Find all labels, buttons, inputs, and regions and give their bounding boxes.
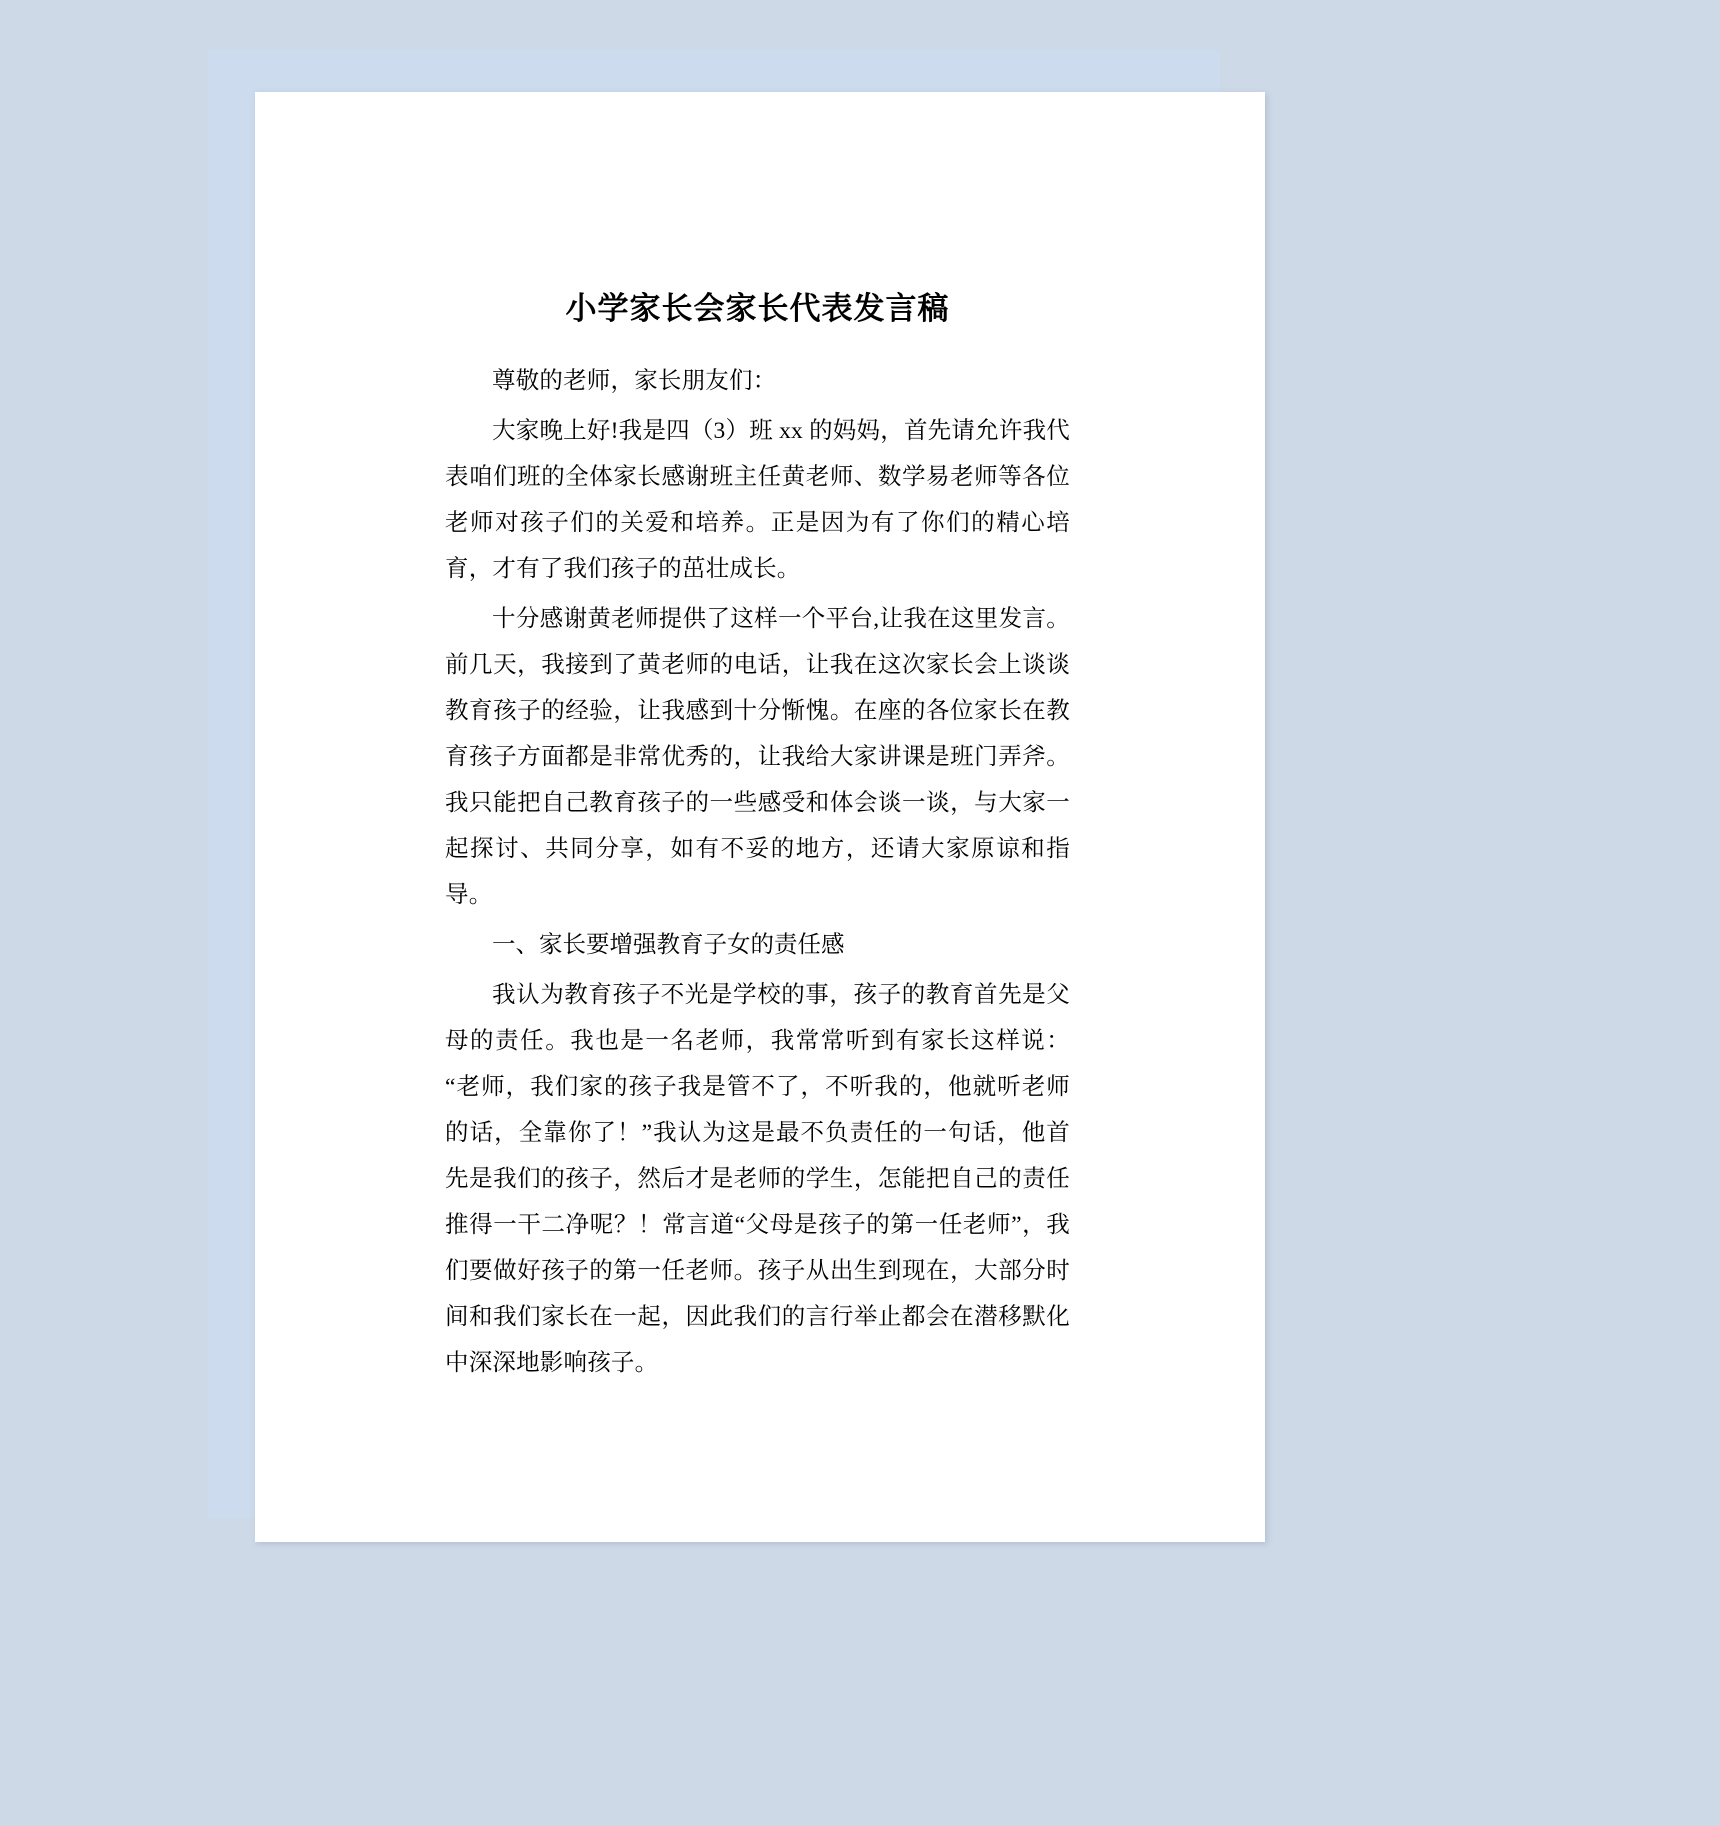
paragraph-salutation: 尊敬的老师，家长朋友们： bbox=[492, 368, 777, 395]
document-body bbox=[445, 287, 1070, 1390]
paragraph-intro: 大家晚上好!我是四（3）班 xx 的妈妈，首先请允许我代表咱们班的全体家长感谢班主任黄老师、数学易老师等各位老师对孩子们的关爱和培养。正是因为有了你们的精心培育，才有了我们孩子的茁壮成长。 bbox=[445, 418, 1070, 583]
paragraph-section-1-body: 我认为教育孩子不光是学校的事，孩子的教育首先是父母的责任。我也是一名老师，我常常听到有家长这样说：“老师，我们家的孩子我是管不了，不听我的，他就听老师的话，全靠你了！”我认为这是最不负责任的一句话，他首先是我们的孩子，然后才是老师的学生，怎能把自己的责任推得一干二净呢？！常言道“父母是孩子的第一任老师”，我们要做好孩子的第一任老师。孩子从出生到现在，大部分时间和我们家长在一起，因此我们的言行举止都会在潜移默化中深深地影响孩子。 bbox=[445, 982, 1070, 1377]
section-heading-1: 一、家长要增强教育子女的责任感 bbox=[492, 932, 845, 959]
document-page bbox=[255, 92, 1265, 1542]
page-title: 小学家长会家长代表发言稿 bbox=[565, 291, 950, 326]
paragraph-thanks: 十分感谢黄老师提供了这样一个平台,让我在这里发言。前几天，我接到了黄老师的电话，让我在这次家长会上谈谈教育孩子的经验，让我感到十分惭愧。在座的各位家长在教育孩子方面都是非常优秀的，让我给大家讲课是班门弄斧。我只能把自己教育孩子的一些感受和体会谈一谈，与大家一起探讨、共同分享，如有不妥的地方，还请大家原谅和指导。 bbox=[445, 606, 1070, 909]
